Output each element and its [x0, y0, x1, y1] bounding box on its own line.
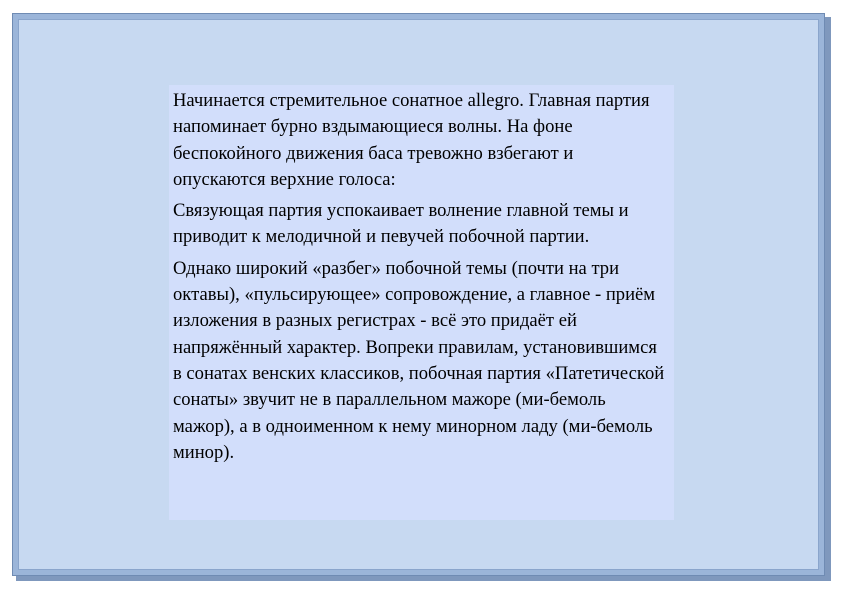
text-box [169, 85, 674, 520]
paragraph-secondary-theme: Однако широкий «разбег» побочной темы (почти на три октавы), «пульсирующее» сопровождение, а главное - приём изложения в разных регистрах - всё это придаёт ей напряжённый характер. Вопреки правилам, установившимся в сонатах венских классиков, побочная партия «Патетической сонаты» звучит не в параллельном мажоре (ми-бемоль мажор), а в одноименном к нему минорном ладу (ми-бемоль минор). [173, 257, 665, 463]
paragraph-transition: Связующая партия успокаивает волнение главной темы и приводит к мелодичной и певучей побочной партии. [173, 200, 629, 248]
paragraph-main-theme: Начинается стремительное сонатное allegro. Главная партия напоминает бурно вздымающиеся волны. На фоне беспокойного движения баса тревожно взбегают и опускаются верхние голоса: [173, 90, 650, 190]
